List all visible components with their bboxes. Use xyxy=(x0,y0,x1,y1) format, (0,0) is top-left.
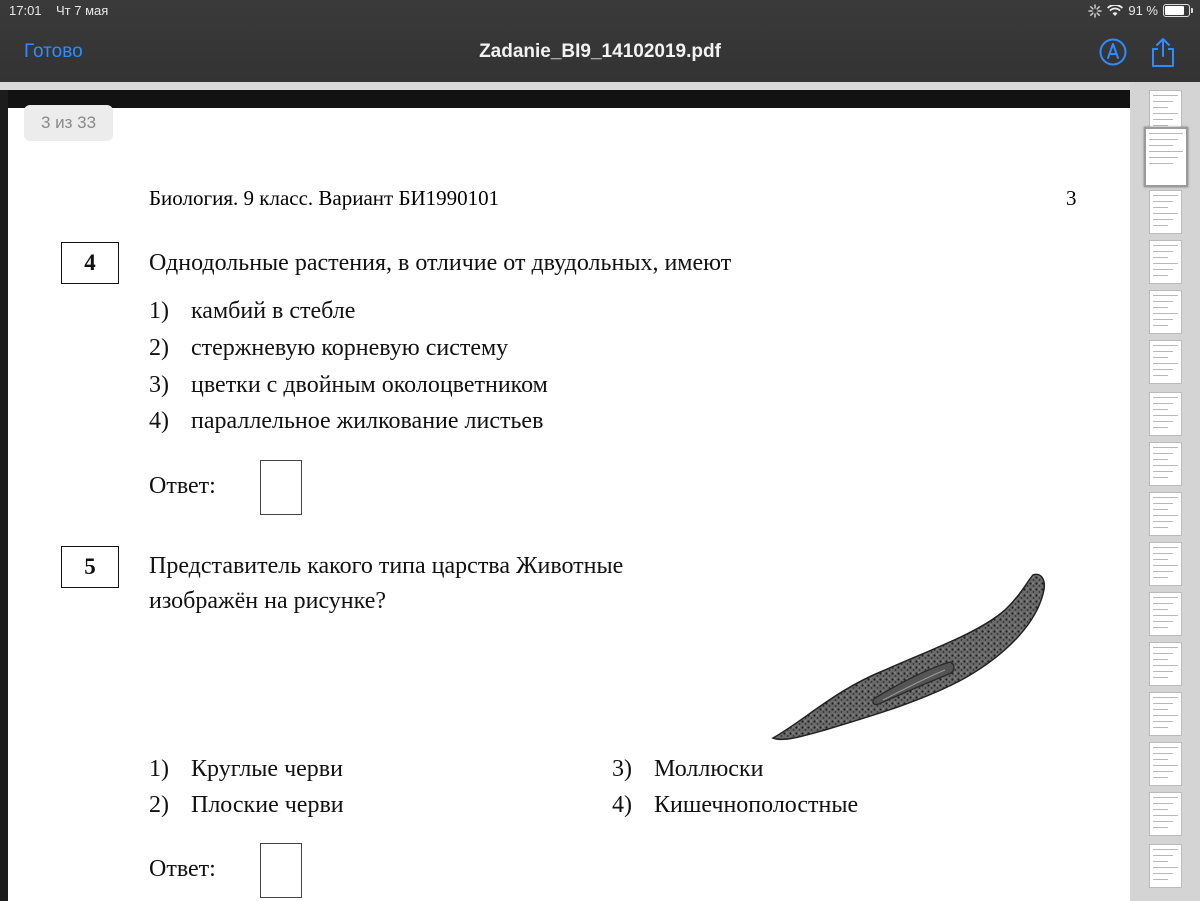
page-thumbnail[interactable] xyxy=(1149,392,1182,436)
page-thumbnail[interactable] xyxy=(1149,190,1182,234)
document-title: Zadanie_BI9_14102019.pdf xyxy=(479,41,721,62)
page-number: 3 xyxy=(1066,186,1077,210)
battery-percent: 91 % xyxy=(1128,3,1158,18)
question-4-option-3 xyxy=(149,372,548,399)
page-gap xyxy=(8,90,1130,108)
question-4-answer-box[interactable] xyxy=(260,460,302,515)
question-4-option-4 xyxy=(149,408,543,435)
share-icon[interactable] xyxy=(1148,36,1180,68)
page-thumbnail[interactable] xyxy=(1149,492,1182,536)
page-thumbnail[interactable] xyxy=(1149,340,1182,384)
option-text: стержневую корневую систему xyxy=(191,335,509,361)
status-date: Чт 7 мая xyxy=(56,3,109,18)
option-text: цветки с двойным околоцветником xyxy=(191,372,548,398)
question-4-option-1 xyxy=(149,298,355,325)
option-number: 1) xyxy=(149,298,169,324)
question-4-text: Однодольные растения, в отличие от двудольных, имеют xyxy=(149,250,732,276)
page-thumbnail[interactable] xyxy=(1149,442,1182,486)
option-number: 4) xyxy=(149,408,169,434)
wifi-icon xyxy=(1107,5,1123,17)
question-5-answer-box[interactable] xyxy=(260,843,302,898)
question-5-text-line-1: Представитель какого типа царства Животные xyxy=(149,553,624,579)
page-thumbnail[interactable] xyxy=(1149,542,1182,586)
option-number: 4) xyxy=(612,792,632,818)
markup-pen-icon[interactable] xyxy=(1097,36,1129,68)
question-5-option-4 xyxy=(612,792,858,819)
option-text: параллельное жилкование листьев xyxy=(191,408,544,434)
question-5-answer-label: Ответ: xyxy=(149,856,216,882)
page-header: Биология. 9 класс. Вариант БИ1990101 xyxy=(149,186,500,210)
question-5-option-3 xyxy=(612,756,763,783)
thumbnail-sidebar[interactable] xyxy=(1130,82,1200,901)
option-text: Моллюски xyxy=(654,756,764,782)
option-number: 3) xyxy=(612,756,632,782)
top-bar xyxy=(0,0,1200,82)
battery-icon xyxy=(1163,4,1190,17)
question-5-option-2 xyxy=(149,792,344,819)
page-thumbnail[interactable] xyxy=(1149,692,1182,736)
option-number: 1) xyxy=(149,756,169,782)
flatworm-illustration xyxy=(765,570,1050,745)
page-thumbnail[interactable] xyxy=(1149,290,1182,334)
option-number: 2) xyxy=(149,792,169,818)
option-text: Кишечнополостные xyxy=(654,792,859,818)
done-button[interactable]: Готово xyxy=(24,41,83,62)
question-4-number: 4 xyxy=(61,242,119,284)
status-indicators xyxy=(1088,3,1190,18)
question-4-answer-label: Ответ: xyxy=(149,473,216,499)
question-5-text-line-2: изображён на рисунке? xyxy=(149,588,387,614)
option-text: Плоские черви xyxy=(191,792,344,818)
option-number: 3) xyxy=(149,372,169,398)
question-4-option-2 xyxy=(149,335,508,362)
option-text: камбий в стебле xyxy=(191,298,356,324)
previous-page-edge xyxy=(0,82,1130,90)
activity-spinner-icon xyxy=(1088,4,1102,18)
question-5-option-1 xyxy=(149,756,343,783)
page-thumbnail[interactable] xyxy=(1149,592,1182,636)
page-thumbnail[interactable] xyxy=(1149,642,1182,686)
question-5-number: 5 xyxy=(61,546,119,588)
status-time: 17:01 xyxy=(9,3,42,18)
page-thumbnail[interactable] xyxy=(1149,792,1182,836)
page-thumbnail[interactable] xyxy=(1144,127,1188,187)
option-text: Круглые черви xyxy=(191,756,343,782)
page-thumbnail[interactable] xyxy=(1149,742,1182,786)
page-thumbnail[interactable] xyxy=(1149,844,1182,888)
page-indicator: 3 из 33 xyxy=(24,105,113,141)
page-thumbnail[interactable] xyxy=(1149,240,1182,284)
option-number: 2) xyxy=(149,335,169,361)
